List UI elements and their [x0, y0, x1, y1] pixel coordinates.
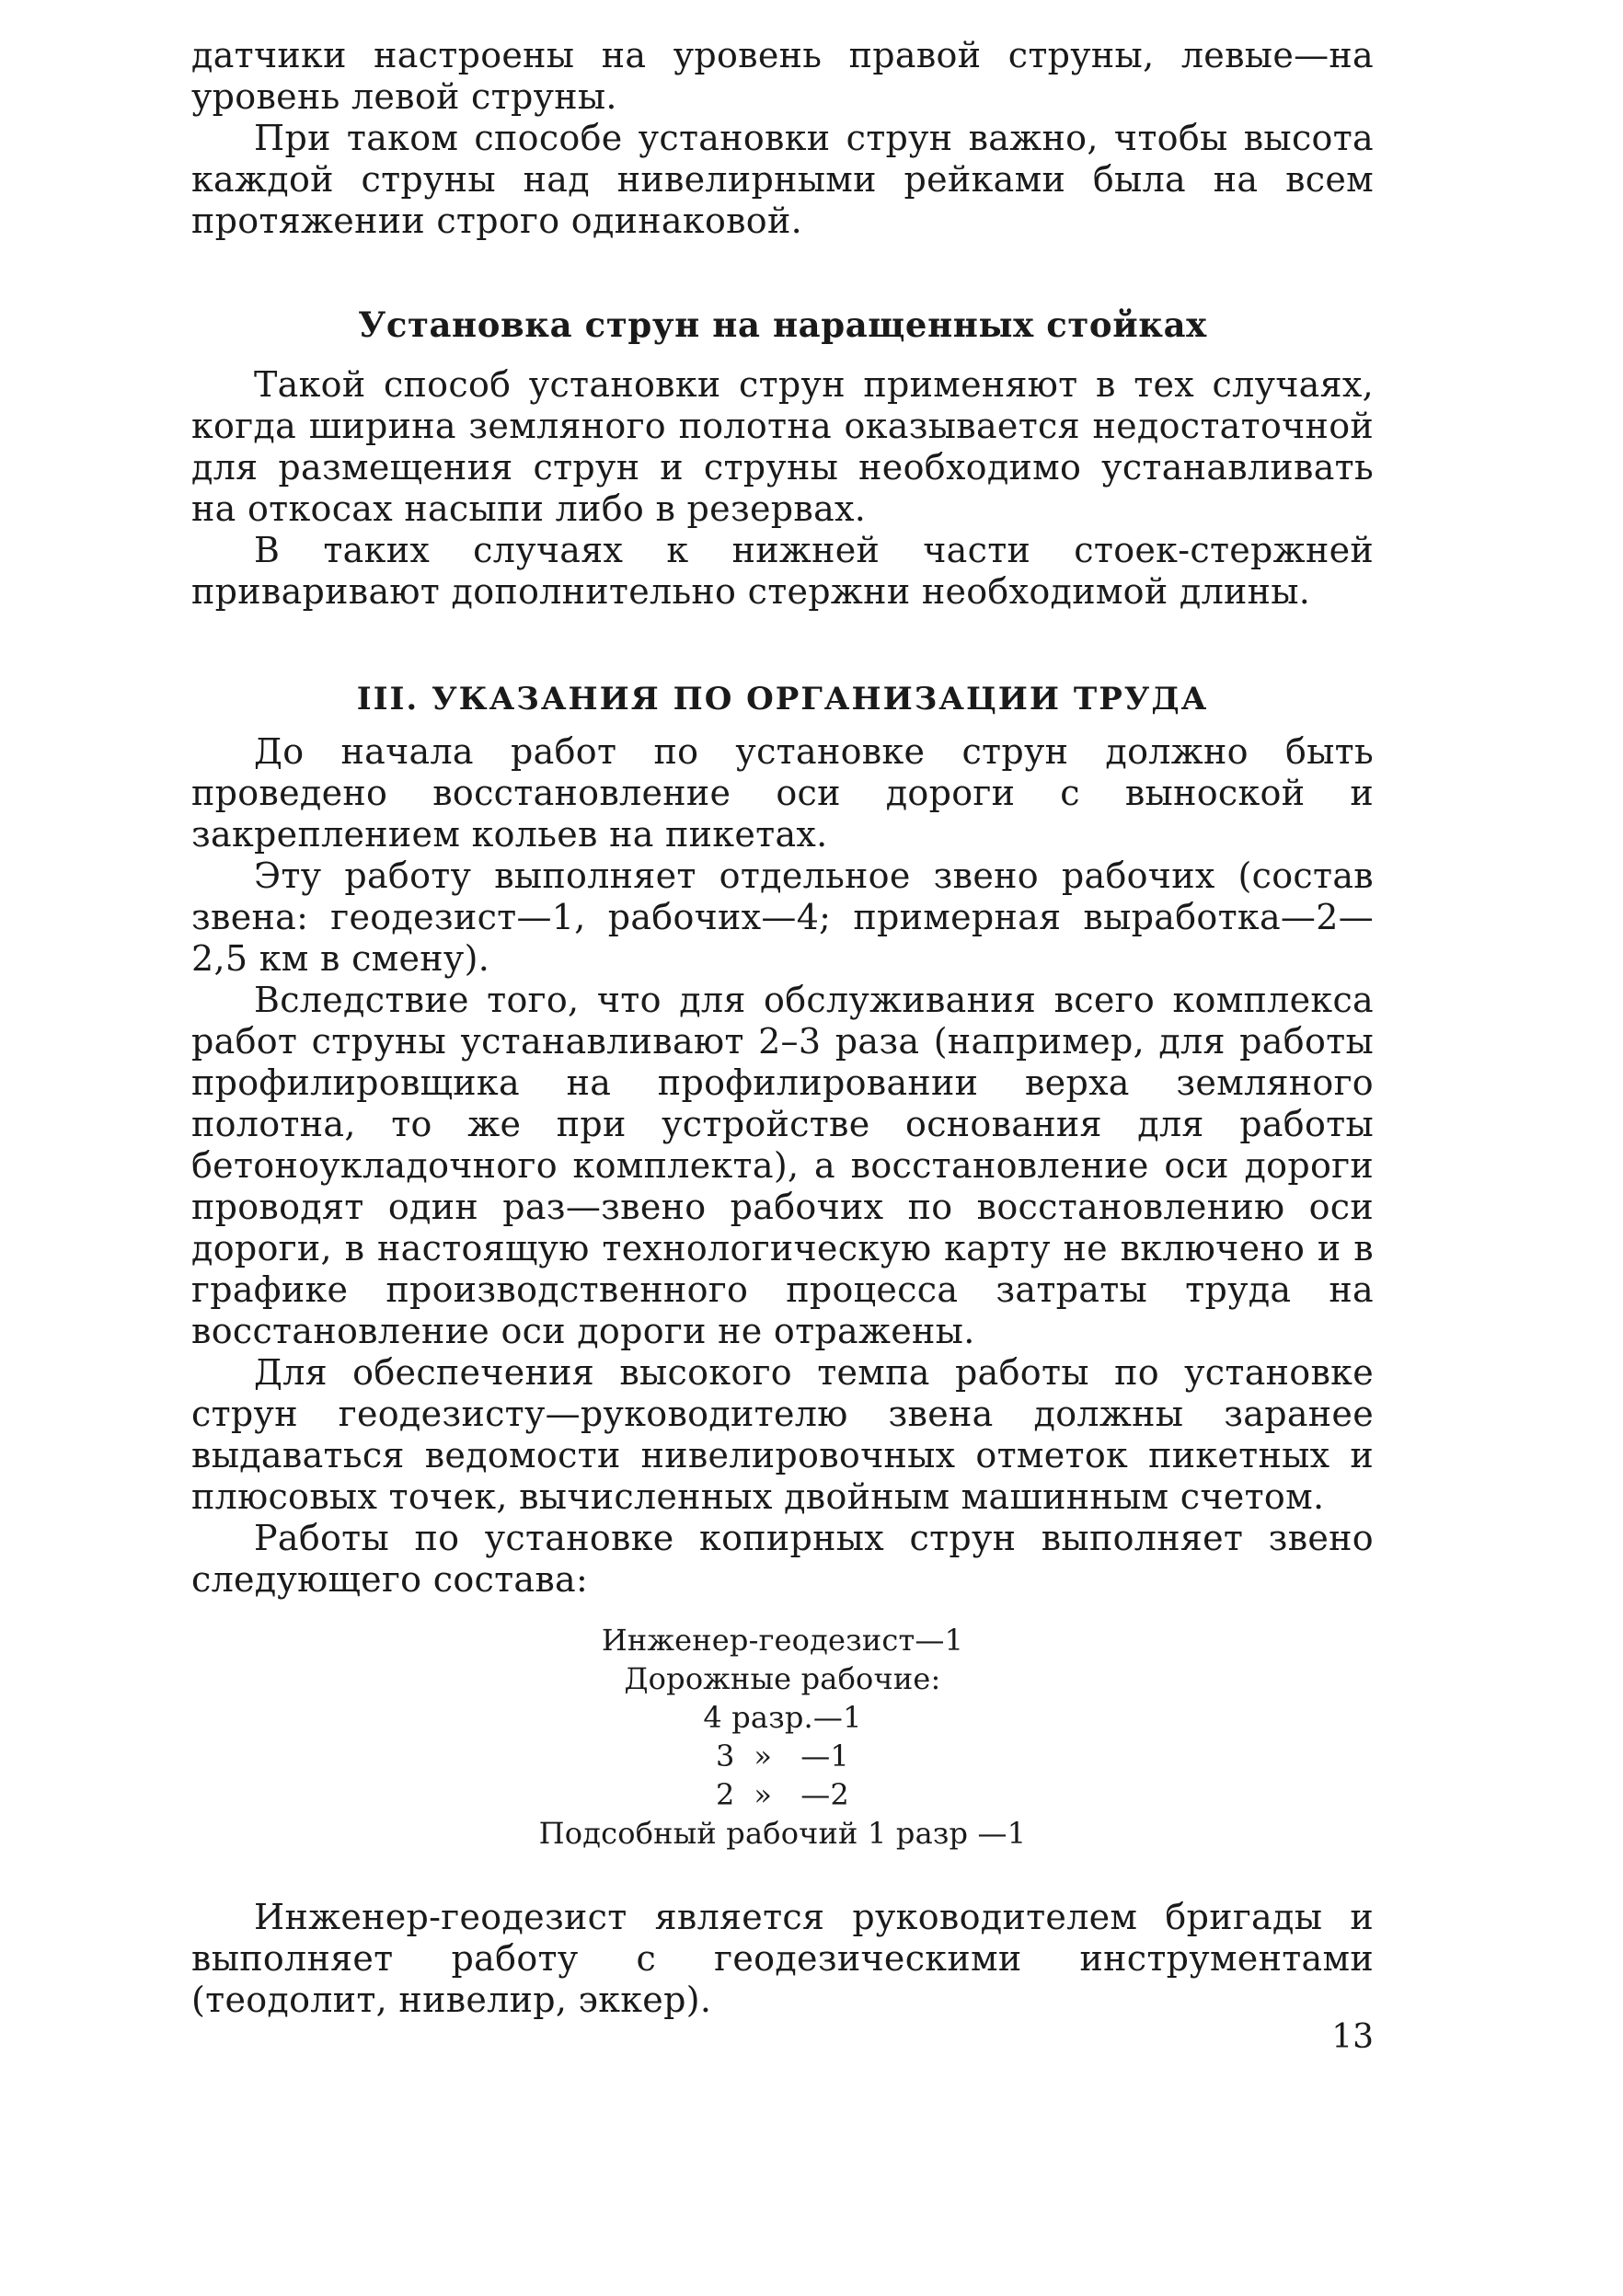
crew-list-item: Подсобный рабочий 1 разр —1	[538, 1816, 1027, 1851]
spacer	[191, 242, 1374, 304]
intro-paragraph-continued: датчики настроены на уровень правой струны, левые—на уровень левой струны.	[191, 35, 1374, 117]
crew-list-item: 2 » —2	[716, 1777, 849, 1812]
page-number: 13	[1331, 2018, 1374, 2056]
spacer	[191, 613, 1374, 679]
body-paragraph: Для обеспечения высокого темпа работы по установке струн геодезисту—руководителю звена должны заранее выдаваться ведомости нивелировочных отметок пикетных и плюсовых точек, вычисленных двойным машинным счетом.	[191, 1352, 1374, 1517]
body-paragraph: До начала работ по установке струн должно быть проведено восстановление оси дороги с выноской и закреплением кольев на пикетах.	[191, 731, 1374, 855]
body-paragraph: Вследствие того, что для обслуживания всего комплекса работ струны устанавливают 2–3 раза (например, для работы профилировщика на профилировании верха земляного полотна, то же при устройстве основания для работы бетоноукладочного комплекта), а восстановление оси дороги проводят один раз—звено рабочих по восстановлению оси дороги, в настоящую технологическую карту не включено и в графике производственного процесса затраты труда на восстановление оси дороги не отражены.	[191, 980, 1374, 1351]
intro-paragraph: При таком способе установки струн важно, чтобы высота каждой струны над нивелирными рейками была на всем протяжении строго одинаковой.	[191, 118, 1374, 241]
crew-list-item: Инженер-геодезист—1	[601, 1623, 964, 1658]
section-heading-extended-posts: Установка струн на наращенных стойках	[358, 304, 1207, 345]
document-page	[191, 35, 1374, 2261]
body-paragraph: В таких случаях к нижней части стоек-стержней приваривают дополнительно стержни необходимой длины.	[191, 530, 1374, 612]
crew-list-item: 3 » —1	[716, 1739, 849, 1774]
section-heading-labor-organization: III. УКАЗАНИЯ ПО ОРГАНИЗАЦИИ ТРУДА	[356, 681, 1209, 718]
body-paragraph: Такой способ установки струн применяют в тех случаях, когда ширина земляного полотна оказывается недостаточной для размещения струн и струны необходимо устанавливать на откосах насыпи либо в резервах.	[191, 364, 1374, 529]
body-paragraph: Работы по установке копирных струн выполняет звено следующего состава:	[191, 1518, 1374, 1600]
spacer	[191, 720, 1374, 731]
spacer	[191, 346, 1374, 364]
spacer	[191, 1601, 1374, 1621]
crew-composition-list	[191, 1621, 1374, 1853]
spacer	[191, 1853, 1374, 1897]
body-paragraph: Эту работу выполняет отдельное звено рабочих (состав звена: геодезист—1, рабочих—4; примерная выработка—2—2,5 км в смену).	[191, 855, 1374, 979]
crew-list-item: Дорожные рабочие:	[624, 1661, 941, 1696]
crew-list-item: 4 разр.—1	[703, 1700, 862, 1735]
closing-paragraph: Инженер-геодезист является руководителем бригады и выполняет работу с геодезическими инструментами (теодолит, нивелир, эккер).	[191, 1897, 1374, 2020]
